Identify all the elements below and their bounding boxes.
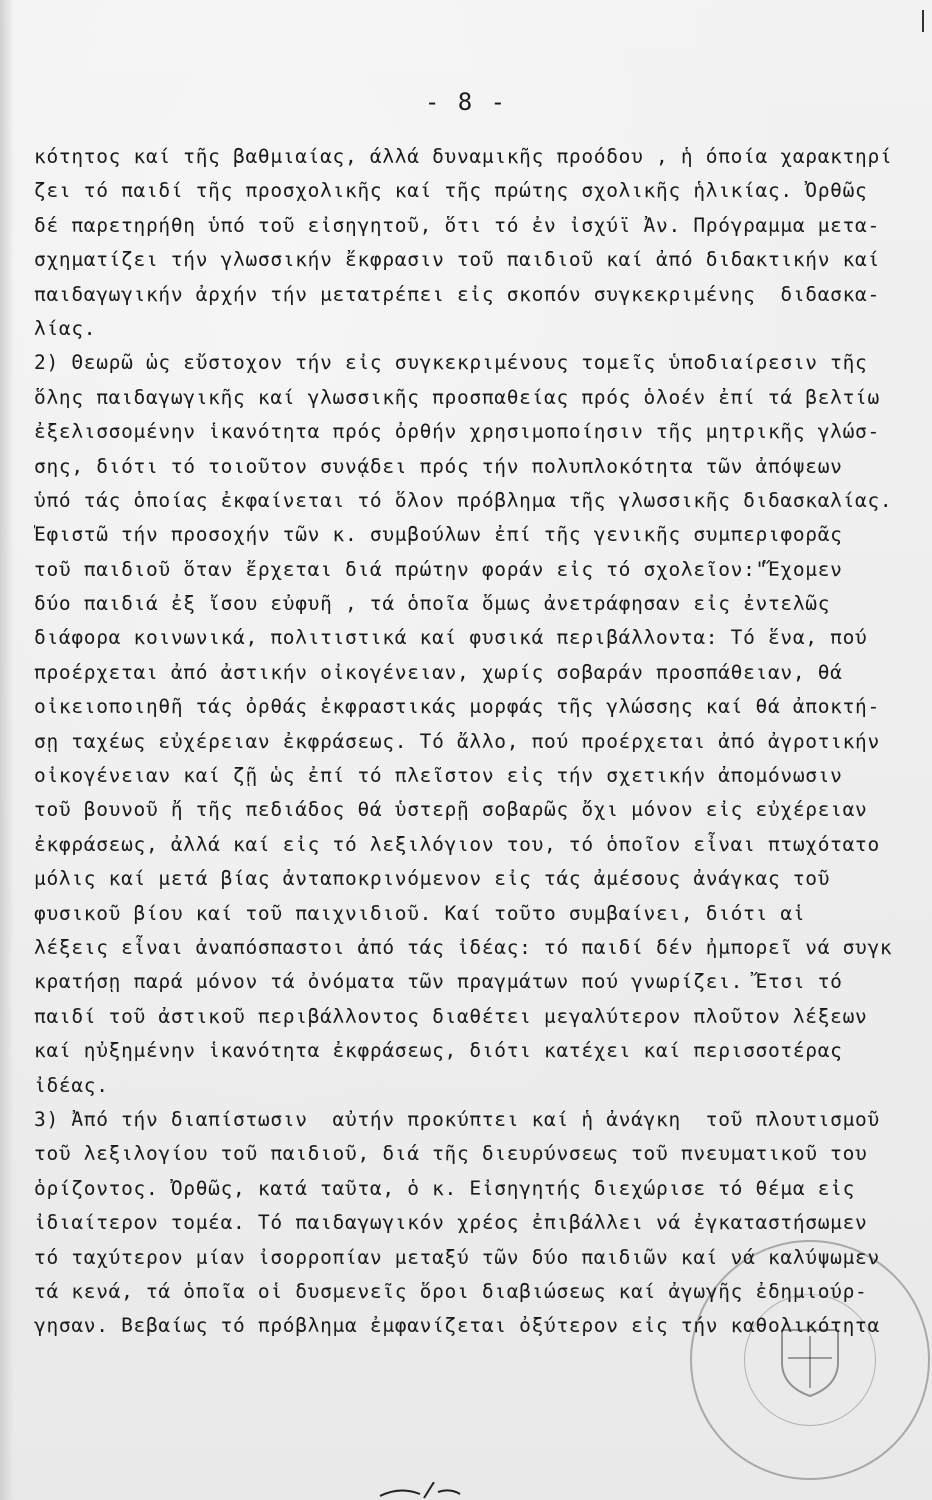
text-line: ἐξελισσομένην ἱκανότητα πρός ὀρθήν χρησιμοποίησιν τῆς μητρικῆς γλώσ- [34, 420, 880, 444]
text-line: οἰκειοποιηθῆ τάς ὀρθάς ἐκφραστικάς μορφάς τῆς γλώσσης καί θά ἀποκτή- [34, 695, 880, 719]
text-line: προέρχεται ἀπό ἀστικήν οἰκογένειαν, χωρίς σοβαράν προσπάθειαν, θά [34, 660, 843, 684]
text-line: ζει τό παιδί τῆς προσχολικῆς καί τῆς πρώτης σχολικῆς ἡλικίας. Ὀρθῶς [34, 179, 868, 203]
text-line: μόλις καί μετά βίας ἀνταποκρινόμενον εἰς τάς ἀμέσους ἀνάγκας τοῦ [34, 867, 831, 891]
text-line: κρατήσῃ παρά μόνον τά ὀνόματα τῶν πραγμάτων πού γνωρίζει. Ἔτσι τό [34, 970, 843, 994]
text-line: γησαν. Βεβαίως τό πρόβλημα ἐμφανίζεται ὀξύτερον εἰς τήν καθολικότητα [34, 1314, 880, 1338]
text-line: ὁρίζοντος. Ὀρθῶς, κατά ταῦτα, ὁ κ. Εἰσηγητής διεχώρισε τό θέμα εἰς [34, 1176, 856, 1200]
text-line: λέξεις εἶναι ἀναπόσπαστοι ἀπό τάς ἰδέας: τό παιδί δέν ἠμπορεῖ νά συγκ [34, 935, 893, 959]
text-line: σχηματίζει τήν γλωσσικήν ἔκφρασιν τοῦ παιδιοῦ καί ἀπό διδακτικήν καί [34, 248, 880, 272]
text-line: δέ παρετηρήθη ὑπό τοῦ εἰσηγητοῦ, ὅτι τό ἐν ἰσχύϊ Ἀν. Πρόγραμμα μετα- [34, 213, 880, 237]
text-line: ἰδέας. [34, 1073, 109, 1097]
text-line: σῃ ταχέως εὐχέρειαν ἐκφράσεως. Τό ἄλλο, πού προέρχεται ἀπό ἀγροτικήν [34, 729, 880, 753]
text-line: σης, διότι τό τοιοῦτον συνᾴδει πρός τήν πολυπλοκότητα τῶν ἀπόψεων [34, 454, 843, 478]
text-line: τό ταχύτερον μίαν ἰσορροπίαν μεταξύ τῶν δύο παιδιῶν καί νά καλύψωμεν [34, 1245, 880, 1269]
text-line: 3) Ἀπό τήν διαπίστωσιν αὐτήν προκύπτει καί ἡ ἀνάγκη τοῦ πλουτισμοῦ [34, 1107, 880, 1131]
stamp-emblem-icon [776, 1322, 844, 1398]
text-line: λίας. [34, 316, 97, 340]
circular-stamp-seal [690, 1240, 930, 1480]
text-line: ὑπό τάς ὁποίας ἐκφαίνεται τό ὅλον πρόβλημα τῆς γλωσσικῆς διδασκαλίας. [34, 488, 893, 512]
text-line: παιδί τοῦ ἀστικοῦ περιβάλλοντος διαθέτει μεγαλύτερον πλοῦτον λέξεων [34, 1004, 868, 1028]
text-line: ἐκφράσεως, ἀλλά καί εἰς τό λεξιλόγιον του, τό ὁποῖον εἶναι πτωχότατο [34, 832, 880, 856]
text-line: Ἐφιστῶ τήν προσοχήν τῶν κ. συμβούλων ἐπί τῆς γενικῆς συμπεριφορᾶς [34, 523, 843, 547]
text-line: τά κενά, τά ὁποῖα οἱ δυσμενεῖς ὅροι διαβιώσεως καί ἀγωγῆς ἐδημιούρ- [34, 1279, 868, 1303]
text-line: τοῦ παιδιοῦ ὅταν ἔρχεται διά πρώτην φοράν εἰς τό σχολεῖον:"Ἔχομεν [34, 557, 843, 581]
text-line: καί ηὐξημένην ἱκανότητα ἐκφράσεως, διότι κατέχει καί περισσοτέρας [34, 1039, 843, 1063]
text-line: τοῦ βουνοῦ ἤ τῆς πεδιάδος θά ὑστερῇ σοβαρῶς ὄχι μόνον εἰς εὐχέρειαν [34, 798, 868, 822]
text-line: δύο παιδιά ἐξ ἴσου εὐφυῆ , τά ὁποῖα ὅμως ἀνετράφησαν εἰς ἐντελῶς [34, 592, 831, 616]
typed-text-block [34, 140, 932, 1344]
scan-edge-shadow [0, 0, 14, 1500]
page-number: - 8 - [424, 88, 508, 116]
text-line: τοῦ λεξιλογίου τοῦ παιδιοῦ, διά τῆς διευρύνσεως τοῦ πνευματικοῦ του [34, 1142, 868, 1166]
text-line: διάφορα κοινωνικά, πολιτιστικά καί φυσικά περιβάλλοντα: Τό ἕνα, πού [34, 626, 868, 650]
text-line: οἰκογένειαν καί ζῇ ὡς ἐπί τό πλεῖστον εἰς τήν σχετικήν ἀπομόνωσιν [34, 764, 843, 788]
text-line: κότητος καί τῆς βαθμιαίας, άλλά δυναμικῆς προόδου , ἡ όποία χαρακτηρί [34, 145, 893, 168]
text-line: φυσικοῦ βίου καί τοῦ παιχνιδιοῦ. Καί τοῦτο συμβαίνει, διότι αἱ [34, 901, 806, 925]
text-line: 2) Θεωρῶ ὡς εὔστοχον τήν εἰς συγκεκριμένους τομεῖς ὑποδιαίρεσιν τῆς [34, 351, 868, 375]
text-line: ὅλης παιδαγωγικῆς καί γλωσσικῆς προσπαθείας πρός ὁλοέν ἐπί τά βελτίω [34, 385, 880, 409]
text-line: παιδαγωγικήν ἀρχήν τήν μετατρέπει εἰς σκοπόν συγκεκριμένης διδασκα- [34, 282, 880, 306]
text-line: ἰδιαίτερον τομέα. Τό παιδαγωγικόν χρέος ἐπιβάλλει νά ἐγκαταστήσωμεν [34, 1211, 868, 1235]
handwritten-mark [360, 1482, 480, 1500]
corner-ink-mark [920, 10, 926, 32]
